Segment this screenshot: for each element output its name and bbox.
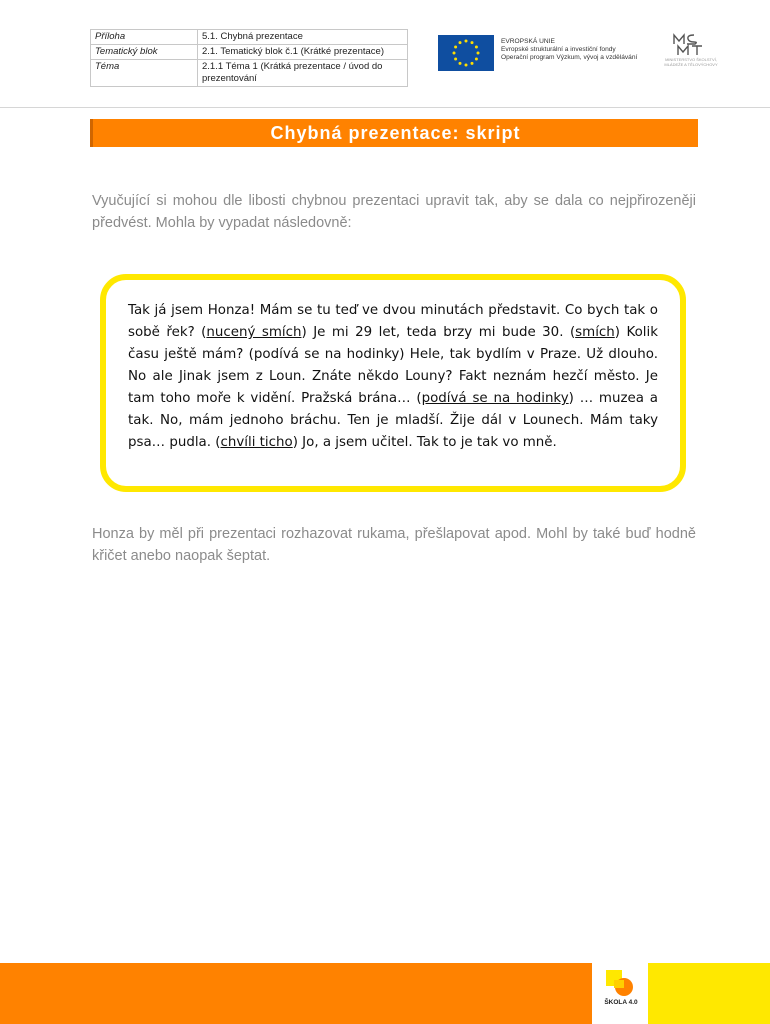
info-row-priloha [91, 30, 408, 45]
script-segment: Tak já jsem Honza! Mám se tu teď ve dvou minutách představit. Co bych tak o sobě řek? ( [128, 303, 658, 340]
eu-logo-line: Operační program Výzkum, vývoj a vzdělávání [501, 54, 638, 62]
intro-paragraph: Vyučující si mohou dle libosti chybnou prezentaci upravit tak, aby se dala co nejpřirozeněji předvést. Mohla by vypadat následovně: [92, 193, 696, 231]
stage-direction: smích [575, 325, 615, 340]
stage-direction: chvíli ticho [220, 435, 293, 450]
info-value: 5.1. Chybná prezentace [198, 30, 408, 45]
info-key: Tematický blok [91, 45, 198, 60]
footer-yellow-band [648, 963, 770, 1024]
eu-logo-text [501, 38, 637, 63]
info-row-tematicky-blok [91, 45, 408, 60]
script-segment: ) Jo, a jsem učitel. Tak to je tak vo mně. [292, 435, 557, 450]
header-divider [0, 107, 770, 108]
info-row-tema [91, 60, 408, 87]
info-key: Téma [91, 60, 198, 87]
eu-flag-icon [438, 35, 494, 71]
title-banner [90, 119, 698, 147]
info-key: Příloha [91, 30, 198, 45]
stage-direction: nucený smích [206, 325, 302, 340]
msmt-logo [660, 33, 722, 73]
msmt-logo-caption: MINISTERSTVO ŠKOLSTVÍ, MLÁDEŽE A TĚLOVÝCHOVY [664, 57, 718, 67]
script-segment: ) Je mi 29 let, teda brzy mi bude 30. ( [301, 325, 576, 340]
document-info-table [90, 29, 408, 87]
msmt-logo-mark [672, 33, 710, 57]
script-box [100, 274, 686, 492]
page-title: Chybná prezentace: skript [270, 123, 521, 143]
eu-logo-line: EVROPSKÁ UNIE [501, 38, 555, 45]
script-text [128, 300, 658, 454]
header-logos [438, 33, 738, 73]
outro-paragraph: Honza by měl při prezentaci rozhazovat rukama, přešlapovat apod. Mohl by také buď hodně křičet anebo naopak šeptat. [92, 526, 696, 564]
skola-logo-label: ŠKOLA 4.0 [604, 999, 638, 1006]
stage-direction: podívá se na hodinky [421, 391, 569, 406]
script-segment: ) … muzea a tak. No, mám jednoho bráchu. Ten je mladší. Žije dál v Lounech. Mám taky psa… pudla. ( [128, 391, 658, 450]
info-value: 2.1.1 Téma 1 (Krátká prezentace / úvod do prezentování [198, 60, 408, 87]
eu-logo-line: Evropské strukturální a investiční fondy [501, 46, 616, 54]
footer-orange-band [0, 963, 592, 1024]
script-segment: ) Kolik času ještě mám? (podívá se na hodinky) Hele, tak bydlím v Praze. Už dlouho. No ale Jinak jsem z Loun. Znáte někdo Louny? Fakt neznám hezčí město. Je tam toho moře k vidění. Pražská brána… ( [128, 325, 658, 406]
info-value: 2.1. Tematický blok č.1 (Krátké prezentace) [198, 45, 408, 60]
